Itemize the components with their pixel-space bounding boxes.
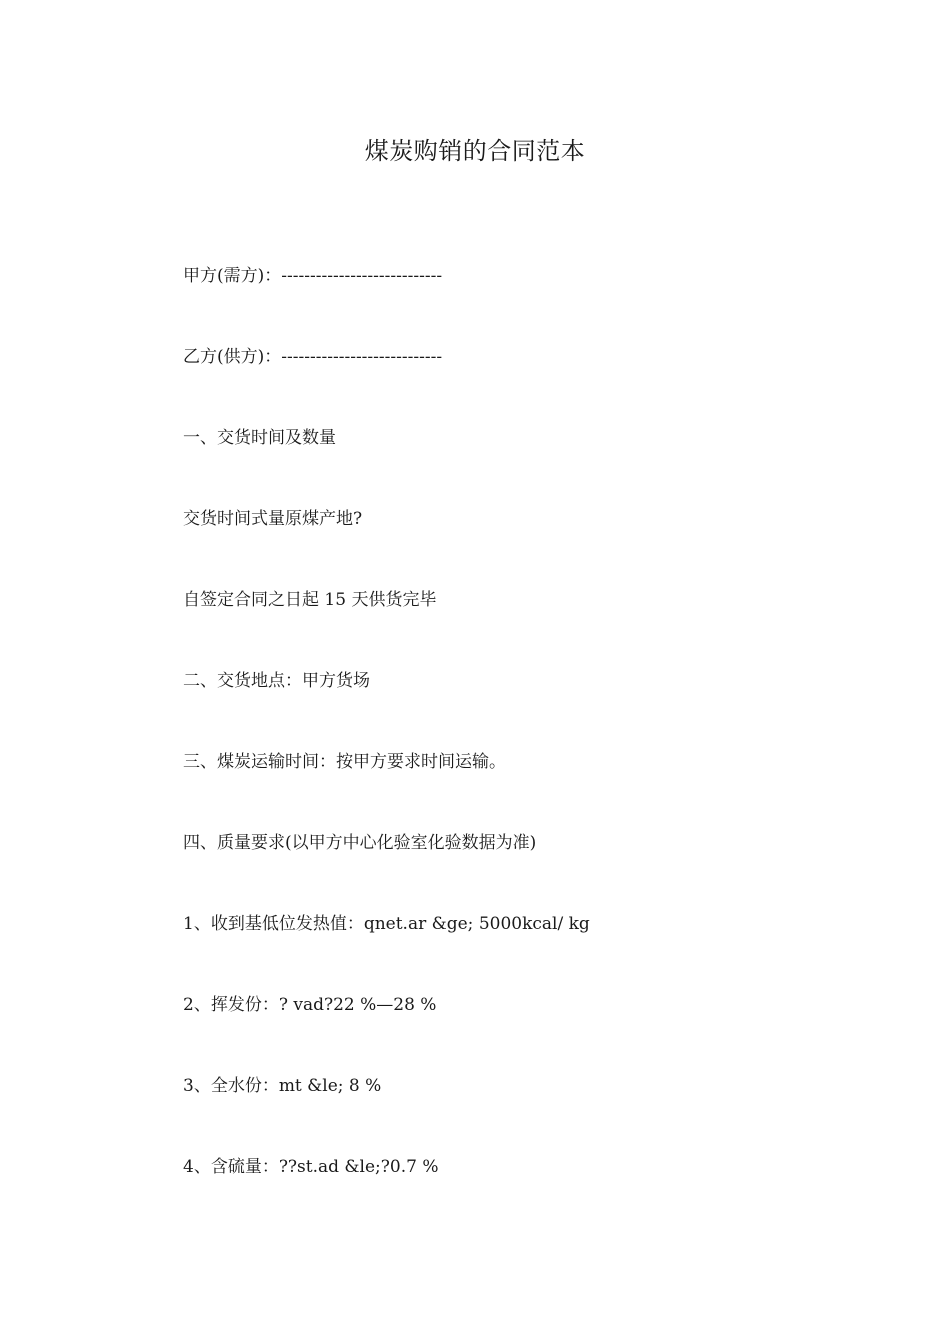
document-body xyxy=(183,262,823,1234)
quality-item-1: 1、收到基低位发热值：qnet.ar &ge; 5000kcal/ kg xyxy=(183,914,590,934)
delivery-table-header: 交货时间式量原煤产地? xyxy=(183,509,363,529)
quality-item-2: 2、挥发份：? vad?22 %—28 % xyxy=(183,995,437,1015)
quality-item-3: 3、全水份：mt &le; 8 % xyxy=(183,1076,382,1096)
quality-item-4: 4、含硫量：??st.ad &le;?0.7 % xyxy=(183,1157,439,1177)
section-1-heading: 一、交货时间及数量 xyxy=(183,428,336,448)
document-title: 煤炭购销的合同范本 xyxy=(364,137,586,165)
section-4-quality-heading: 四、质量要求(以甲方中心化验室化验数据为准) xyxy=(183,833,537,853)
party-a-line: 甲方(需方)：---------------------------- xyxy=(183,266,443,286)
party-b-line: 乙方(供方)：---------------------------- xyxy=(183,347,443,367)
delivery-period-line: 自签定合同之日起 15 天供货完毕 xyxy=(183,590,437,610)
section-3-transport-time: 三、煤炭运输时间：按甲方要求时间运输。 xyxy=(183,752,506,772)
section-2-delivery-location: 二、交货地点：甲方货场 xyxy=(183,671,370,691)
